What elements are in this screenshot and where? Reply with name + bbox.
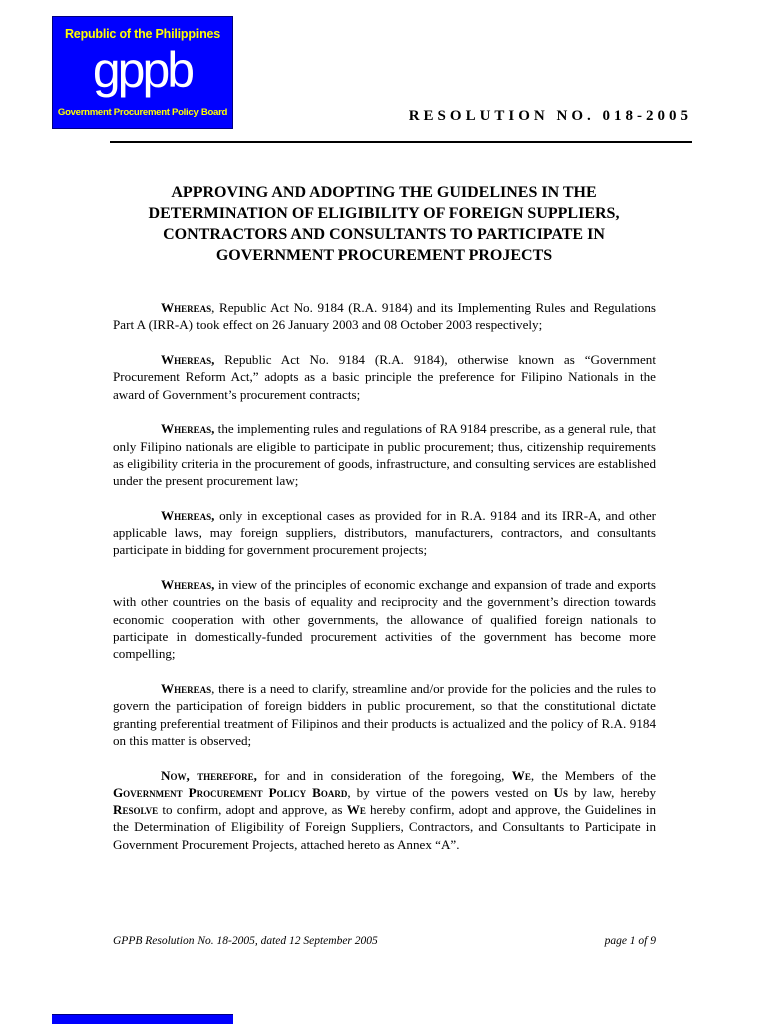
title-line: APPROVING AND ADOPTING THE GUIDELINES IN THE <box>171 184 597 201</box>
paragraph-text: hereby confirm, adopt and approve, the Guidelines in the Determination of Eligibility of Foreign Suppliers, Contractors, and Consultants to Participate in Government Procurement Projects, attached hereto as Annex “A”. <box>113 802 657 852</box>
paragraph-text: to confirm, adopt and approve, as <box>158 802 347 818</box>
board-name: Government Procurement Policy Board <box>113 784 348 800</box>
whereas-lead: Whereas <box>161 300 212 315</box>
we-term: We <box>511 767 531 783</box>
header-rule <box>110 141 692 143</box>
whereas-paragraph <box>113 299 656 334</box>
us-term: Us <box>553 784 568 800</box>
whereas-lead: Whereas, <box>161 507 215 523</box>
page-number: page 1 of 9 <box>604 935 656 947</box>
paragraph-text: , by virtue of the powers vested on <box>347 784 554 800</box>
resolve-term: Resolve <box>113 802 159 818</box>
whereas-paragraph <box>113 680 656 749</box>
logo-mark: gppb <box>92 42 193 98</box>
whereas-paragraph <box>113 576 656 662</box>
resolving-paragraph <box>113 767 656 853</box>
whereas-lead: Whereas, <box>161 351 215 367</box>
next-page-logo-fragment <box>52 1014 233 1024</box>
title-line: GOVERNMENT PROCUREMENT PROJECTS <box>215 247 553 264</box>
logo-top-text: Republic of the Philippines <box>64 27 221 41</box>
logo-bottom-text: Government Procurement Policy Board <box>57 107 228 118</box>
whereas-lead: Whereas, <box>161 577 215 593</box>
now-therefore-lead: Now, therefore, <box>161 767 257 783</box>
resolution-body <box>113 299 656 870</box>
whereas-paragraph <box>113 420 656 489</box>
footer-reference: GPPB Resolution No. 18-2005, dated 12 September 2005 <box>113 935 378 947</box>
paragraph-text: only in exceptional cases as provided for in R.A. 9184 and its IRR-A, and other applicable laws, may foreign suppliers, distributors, manufacturers, contractors, and consultants participate in bidding for government procurement projects; <box>113 507 656 558</box>
paragraph-text: , the Members of the <box>530 767 656 783</box>
paragraph-text: in view of the principles of economic exchange and expansion of trade and exports with other countries on the basis of equality and reciprocity and the government’s direction towards economic cooperation with other governments, the allowance of qualified foreign nationals to participate in domestically-funded procurement activities of the government has become more compelling; <box>113 577 656 662</box>
we-term: We <box>346 802 366 818</box>
gppb-logo <box>52 16 233 129</box>
whereas-lead: Whereas, <box>161 421 215 437</box>
paragraph-text: for and in consideration of the foregoing, <box>256 767 512 783</box>
whereas-lead: Whereas <box>161 681 212 696</box>
title-line: CONTRACTORS AND CONSULTANTS TO PARTICIPATE IN <box>163 226 605 243</box>
resolution-title <box>112 182 656 266</box>
paragraph-text: , there is a need to clarify, streamline and/or provide for the policies and the rules to govern the participation of foreign bidders in public procurement, so that the constitutional dictate granting preferential treatment of Filipinos and their products is actualized and the policy of R.A. 9184 on this matter is observed; <box>113 681 656 748</box>
resolution-number: RESOLUTION NO. 018-2005 <box>408 108 692 124</box>
whereas-paragraph <box>113 351 656 403</box>
title-line: DETERMINATION OF ELIGIBILITY OF FOREIGN SUPPLIERS, <box>148 205 620 222</box>
paragraph-text: Republic Act No. 9184 (R.A. 9184), otherwise known as “Government Procurement Reform Act,” adopts as a basic principle the preference for Filipino Nationals in the award of Government’s procurement contracts; <box>113 351 656 402</box>
paragraph-text: the implementing rules and regulations of RA 9184 prescribe, as a general rule, that only Filipino nationals are eligible to participate in public procurement; thus, citizenship requirements as eligibility criteria in the procurement of goods, infrastructure, and consulting services are established under the present procurement law; <box>113 421 656 489</box>
paragraph-text: , Republic Act No. 9184 (R.A. 9184) and its Implementing Rules and Regulations Part A (IRR-A) took effect on 26 January 2003 and 08 October 2003 respectively; <box>113 300 656 333</box>
paragraph-text: by law, hereby <box>567 784 656 800</box>
whereas-paragraph <box>113 507 656 559</box>
page-footer <box>113 935 656 947</box>
